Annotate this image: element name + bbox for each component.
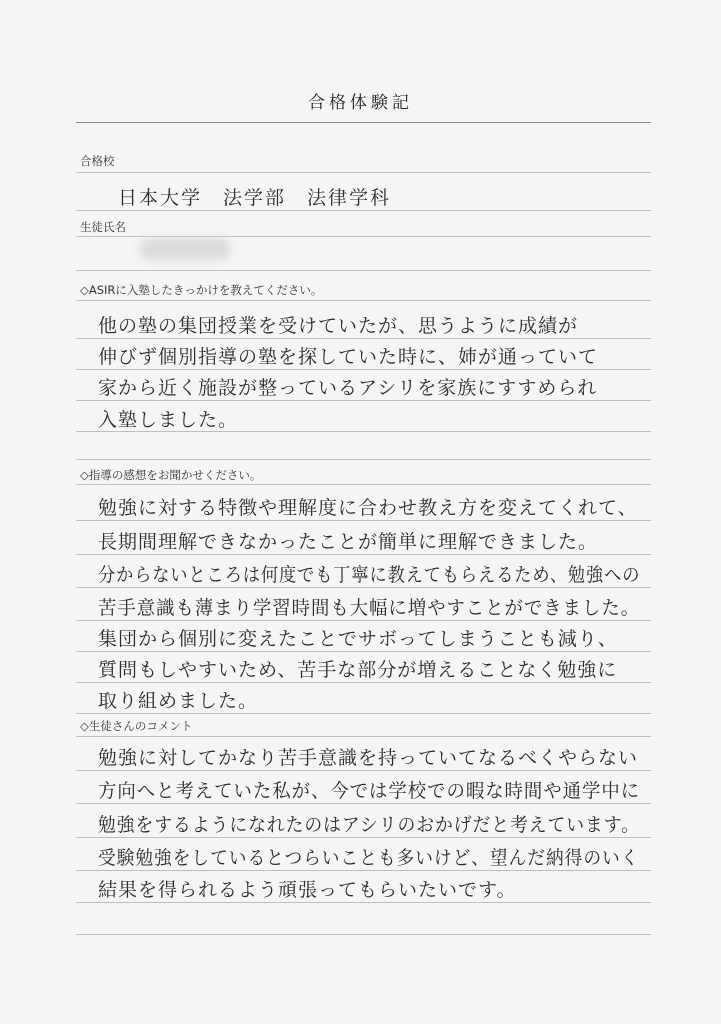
divider bbox=[76, 870, 651, 871]
divider bbox=[76, 270, 651, 271]
divider bbox=[76, 620, 651, 621]
divider bbox=[76, 459, 651, 460]
page-title: 合格体験記 bbox=[308, 93, 413, 113]
divider bbox=[76, 484, 651, 485]
divider bbox=[76, 236, 651, 237]
impressions-line: 質問もしやすいため、苦手な部分が増えることなく勉強に bbox=[98, 659, 618, 681]
divider bbox=[76, 400, 651, 401]
student-name-label: 生徒氏名 bbox=[80, 220, 126, 234]
impressions-line: 苦手意識も薄まり学習時間も大幅に増やすことができました。 bbox=[98, 597, 641, 619]
entry-reason-line: 家から近く施設が整っているアシリを家族にすすめられ bbox=[98, 377, 598, 399]
divider bbox=[76, 682, 651, 683]
entry-reason-line: 他の塾の集団授業を受けていたが、思うように成績が bbox=[98, 315, 579, 337]
divider bbox=[76, 338, 651, 339]
impressions-line: 長期間理解できなかったことが簡単に理解できました。 bbox=[98, 531, 599, 553]
divider bbox=[76, 554, 651, 555]
impressions-line: 取り組めました。 bbox=[98, 690, 259, 712]
entry-reason-line: 伸びず個別指導の塾を探していた時に、姉が通っていて bbox=[98, 346, 599, 368]
divider bbox=[76, 587, 651, 588]
divider bbox=[76, 934, 651, 935]
divider bbox=[76, 431, 651, 432]
section-impressions-label: ◇指導の感想をお聞かせください。 bbox=[80, 468, 262, 482]
impressions-line: 分からないところは何度でも丁寧に教えてもらえるため、勉強への bbox=[98, 564, 641, 586]
divider bbox=[76, 713, 651, 714]
school-label: 合格校 bbox=[80, 154, 115, 168]
impressions-line: 勉強に対する特徴や理解度に合わせ教え方を変えてくれて、 bbox=[98, 497, 638, 519]
comment-line: 受験勉強をしているとつらいことも多いけど、望んだ納得のいく bbox=[98, 847, 640, 869]
impressions-line: 集団から個別に変えたことでサボってしまうことも減り、 bbox=[98, 628, 618, 650]
divider bbox=[76, 520, 651, 521]
divider bbox=[76, 172, 651, 173]
divider bbox=[76, 736, 651, 737]
divider bbox=[76, 651, 651, 652]
comment-line: 方向へと考えていた私が、今では学校での暇な時間や通学中に bbox=[98, 780, 641, 802]
divider bbox=[76, 122, 651, 123]
divider bbox=[76, 837, 651, 838]
divider bbox=[76, 210, 651, 211]
redacted-name bbox=[140, 238, 230, 260]
comment-line: 勉強をするようになれたのはアシリのおかげだと考えています。 bbox=[98, 814, 640, 836]
section-comment-label: ◇生徒さんのコメント bbox=[80, 719, 193, 733]
entry-reason-line: 入塾しました。 bbox=[98, 409, 239, 431]
divider bbox=[76, 902, 651, 903]
divider bbox=[76, 803, 651, 804]
section-entry-reason-label: ◇ASIRに入塾したきっかけを教えてください。 bbox=[80, 283, 323, 297]
divider bbox=[76, 369, 651, 370]
school-value: 日本大学 法学部 法律学科 bbox=[118, 187, 392, 209]
comment-line: 勉強に対してかなり苦手意識を持っていてなるべくやらない bbox=[98, 747, 639, 769]
divider bbox=[76, 300, 651, 301]
comment-line: 結果を得られるよう頑張ってもらいたいです。 bbox=[98, 879, 517, 901]
divider bbox=[76, 770, 651, 771]
